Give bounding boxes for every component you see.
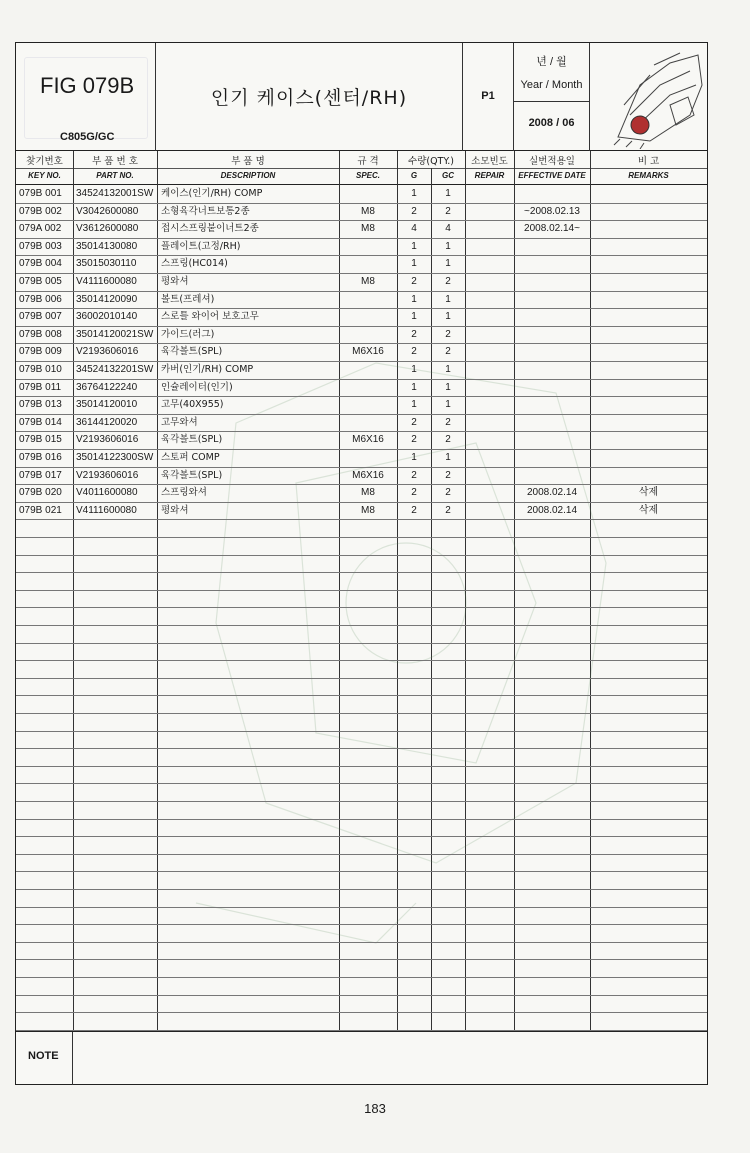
cell-key-number: 079B 002 <box>19 205 62 217</box>
col-spec-ko: 규 격 <box>357 156 379 167</box>
cell-effective-date <box>514 273 590 291</box>
col-repair-en: REPAIR <box>474 171 505 180</box>
cell-repair <box>465 431 514 449</box>
cell-spec <box>339 449 397 467</box>
cell-qty-g: 2 <box>411 434 417 446</box>
cell-qty-gc: 1 <box>445 364 451 375</box>
col-repair-ko: 소모빈도 <box>471 156 508 167</box>
cell-description: 접시스프링붙이너트2종 <box>161 223 259 235</box>
cell-description: 스프링와셔 <box>161 487 207 499</box>
table-row <box>16 291 707 309</box>
cell-effective-date <box>514 431 590 449</box>
cell-effective-date <box>514 467 590 485</box>
cell-description: 인슐레이터(인기) <box>161 381 233 393</box>
note-section <box>16 1031 707 1084</box>
cell-spec <box>339 414 397 432</box>
cell-remarks <box>590 255 707 273</box>
cell-remarks <box>590 185 707 203</box>
cell-spec: M6X16 <box>352 434 384 446</box>
cell-key-number: 079A 002 <box>19 223 62 235</box>
cell-key-number: 079B 016 <box>19 452 62 463</box>
cell-repair <box>465 396 514 414</box>
sheet-header <box>16 43 707 151</box>
cell-qty-g: 1 <box>411 258 417 270</box>
cell-part-number: 35014130080 <box>76 240 138 252</box>
col-eff-ko: 실번적용일 <box>529 156 575 167</box>
cell-description: 스로틀 와이어 보호고무 <box>161 311 259 323</box>
cell-description: 카버(인기/RH) COMP <box>161 364 254 375</box>
cell-description: 스토퍼 COMP <box>161 452 220 463</box>
cell-description: 육각볼트(SPL) <box>161 469 223 481</box>
cell-effective-date <box>514 379 590 397</box>
year-month-value: 2008 / 06 <box>528 117 575 129</box>
cell-part-number: V2193606016 <box>76 469 139 481</box>
cell-key-number: 079B 011 <box>19 381 62 393</box>
col-part-ko: 부 품 번 호 <box>92 156 138 167</box>
col-desc-en: DESCRIPTION <box>220 171 276 180</box>
cell-qty-gc: 2 <box>445 416 451 428</box>
cell-spec: M8 <box>361 223 375 235</box>
cell-qty-g: 1 <box>411 293 417 305</box>
col-remarks-en: REMARKS <box>628 171 669 180</box>
cell-effective-date: 2008.02.14 <box>526 504 578 516</box>
table-row <box>16 361 707 379</box>
cell-repair <box>465 255 514 273</box>
cell-remarks <box>590 396 707 414</box>
table-row <box>16 238 707 256</box>
cell-qty-gc: 1 <box>445 381 451 393</box>
cell-key-number: 079B 001 <box>19 188 62 199</box>
cell-remarks <box>590 467 707 485</box>
cell-qty-g: 1 <box>411 188 417 199</box>
cell-key-number: 079B 015 <box>19 434 62 446</box>
table-row <box>16 467 707 485</box>
cell-part-number: V4111600080 <box>76 504 137 516</box>
cell-repair <box>465 308 514 326</box>
cell-repair <box>465 220 514 238</box>
cell-part-number: 35014120010 <box>76 399 138 411</box>
cell-key-number: 079B 010 <box>19 364 62 375</box>
cell-spec <box>339 396 397 414</box>
col-qty-g: G <box>410 171 418 180</box>
cell-qty-g: 1 <box>411 364 417 375</box>
table-row <box>16 502 707 520</box>
cell-key-number: 079B 004 <box>19 258 62 270</box>
cell-part-number: 36144120020 <box>76 416 138 428</box>
cell-part-number: V4011600080 <box>76 487 138 499</box>
col-eff-en: EFFECTIVE DATE <box>518 171 586 180</box>
col-key-ko: 찾기번호 <box>26 156 63 167</box>
machine-thumbnail <box>610 45 706 149</box>
cell-spec: M8 <box>361 276 375 287</box>
cell-description: 평와셔 <box>161 276 189 287</box>
cell-qty-gc: 1 <box>445 399 451 411</box>
col-desc-ko: 부 품 명 <box>231 156 265 167</box>
cell-part-number: 35015030110 <box>76 258 137 270</box>
cell-part-number: 36002010140 <box>76 311 138 323</box>
cell-qty-g: 2 <box>411 328 417 340</box>
cell-remarks: 삭제 <box>638 487 659 499</box>
cell-repair <box>465 238 514 256</box>
cell-remarks <box>590 343 707 361</box>
cell-remarks <box>590 361 707 379</box>
cell-key-number: 079B 005 <box>19 276 62 287</box>
cell-qty-gc: 2 <box>445 487 451 499</box>
cell-repair <box>465 379 514 397</box>
cell-key-number: 079B 014 <box>19 416 62 428</box>
cell-effective-date <box>514 449 590 467</box>
cell-qty-gc: 1 <box>445 188 451 199</box>
cell-qty-g: 2 <box>411 487 417 499</box>
cell-spec <box>339 308 397 326</box>
cell-description: 평와셔 <box>161 504 189 516</box>
table-row <box>16 343 707 361</box>
cell-part-number: V3042600080 <box>76 205 139 217</box>
note-label: NOTE <box>28 1050 59 1062</box>
cell-remarks <box>590 238 707 256</box>
cell-spec <box>339 238 397 256</box>
cell-description: 스프링(HC014) <box>161 258 228 270</box>
cell-effective-date <box>514 414 590 432</box>
cell-remarks <box>590 449 707 467</box>
cell-qty-gc: 2 <box>445 276 451 287</box>
parts-list-sheet <box>15 42 708 1085</box>
cell-qty-g: 2 <box>411 205 417 217</box>
cell-repair <box>465 185 514 203</box>
cell-qty-gc: 4 <box>445 223 451 235</box>
cell-qty-gc: 1 <box>445 240 451 252</box>
cell-description: 소형육각너트보통2종 <box>161 205 250 217</box>
table-row <box>16 484 707 502</box>
cell-remarks <box>590 379 707 397</box>
cell-remarks <box>590 414 707 432</box>
fig-code: FIG 079B <box>40 73 135 98</box>
cell-part-number: V2193606016 <box>76 346 139 358</box>
cell-effective-date <box>514 238 590 256</box>
table-row <box>16 220 707 238</box>
table-row <box>16 414 707 432</box>
cell-part-number: V3612600080 <box>76 223 139 235</box>
cell-part-number: 35014122300SW <box>76 452 154 463</box>
cell-key-number: 079B 013 <box>19 399 62 411</box>
cell-effective-date: ~2008.02.13 <box>524 205 580 217</box>
cell-spec <box>339 185 397 203</box>
cell-qty-g: 2 <box>411 416 417 428</box>
year-month-label-ko: 년 / 월 <box>536 56 567 68</box>
cell-qty-g: 4 <box>411 223 417 235</box>
page-code: P1 <box>481 90 495 102</box>
part-title: 인기 케이스(센터/RH) <box>210 87 408 109</box>
cell-qty-g: 1 <box>411 452 417 463</box>
page-code-cell <box>463 43 514 151</box>
cell-spec <box>339 326 397 344</box>
cell-remarks: 삭제 <box>638 504 659 516</box>
cell-repair <box>465 467 514 485</box>
cell-remarks <box>590 431 707 449</box>
cell-spec: M6X16 <box>352 469 384 481</box>
cell-qty-gc: 1 <box>445 311 451 323</box>
cell-description: 플레이트(고정/RH) <box>161 240 241 252</box>
cell-qty-gc: 2 <box>445 205 451 217</box>
cell-effective-date <box>514 308 590 326</box>
cell-effective-date: 2008.02.14~ <box>524 223 580 235</box>
cell-qty-gc: 2 <box>445 469 451 481</box>
table-row <box>16 308 707 326</box>
cell-description: 육각볼트(SPL) <box>161 434 223 446</box>
cell-part-number: 36764122240 <box>76 381 138 393</box>
cell-spec <box>339 255 397 273</box>
page-number: 183 <box>364 1101 386 1116</box>
cell-part-number: V2193606016 <box>76 434 139 446</box>
cell-repair <box>465 484 514 502</box>
cell-description: 가이드(러그) <box>161 328 215 340</box>
cell-description: 볼트(프레셔) <box>161 293 215 305</box>
cell-remarks <box>590 203 707 221</box>
cell-part-number: 35014120021SW <box>76 328 154 340</box>
col-part-en: PART NO. <box>96 171 134 180</box>
cell-spec: M8 <box>361 487 375 499</box>
cell-remarks <box>590 273 707 291</box>
table-row <box>16 396 707 414</box>
cell-qty-gc: 2 <box>445 434 451 446</box>
cell-remarks <box>590 326 707 344</box>
cell-part-number: 34524132201SW <box>76 364 154 375</box>
col-key-en: KEY NO. <box>28 171 61 180</box>
cell-repair <box>465 449 514 467</box>
year-month-cell <box>514 43 590 151</box>
col-spec-en: SPEC. <box>355 171 380 180</box>
cell-spec <box>339 379 397 397</box>
table-row <box>16 326 707 344</box>
col-remarks-ko: 비 고 <box>637 156 660 167</box>
cell-qty-g: 2 <box>411 504 417 516</box>
parts-table-body <box>16 185 707 1031</box>
cell-qty-g: 1 <box>411 240 417 252</box>
cell-description: 고무와셔 <box>161 416 198 428</box>
cell-description: 고무(40X955) <box>161 399 224 411</box>
cell-remarks <box>590 220 707 238</box>
cell-repair <box>465 502 514 520</box>
table-row <box>16 431 707 449</box>
cell-spec <box>339 291 397 309</box>
cell-effective-date <box>514 291 590 309</box>
cell-remarks <box>590 308 707 326</box>
cell-part-number: 35014120090 <box>76 293 138 305</box>
cell-qty-g: 1 <box>411 311 417 323</box>
cell-spec: M8 <box>361 504 375 516</box>
fig-cell <box>16 43 156 151</box>
cell-qty-g: 1 <box>411 381 417 393</box>
year-month-label-en: Year / Month <box>520 79 583 91</box>
cell-qty-gc: 2 <box>445 504 451 516</box>
cell-part-number: 34524132001SW <box>76 188 154 199</box>
table-row <box>16 185 707 203</box>
col-qty-gc: GC <box>442 171 454 180</box>
cell-key-number: 079B 006 <box>19 293 62 305</box>
cell-key-number: 079B 009 <box>19 346 62 358</box>
cell-effective-date: 2008.02.14 <box>526 487 578 499</box>
cell-description: 육각볼트(SPL) <box>161 346 223 358</box>
cell-repair <box>465 343 514 361</box>
model-code: C805G/GC <box>60 131 115 143</box>
cell-qty-gc: 1 <box>445 258 451 270</box>
cell-effective-date <box>514 326 590 344</box>
cell-key-number: 079B 021 <box>19 504 62 516</box>
table-row <box>16 203 707 221</box>
cell-key-number: 079B 017 <box>19 469 62 481</box>
table-row <box>16 379 707 397</box>
cell-repair <box>465 361 514 379</box>
cell-qty-gc: 2 <box>445 346 451 358</box>
cell-qty-gc: 2 <box>445 328 451 340</box>
col-qty-ko: 수량(QTY.) <box>408 156 454 167</box>
table-row <box>16 273 707 291</box>
cell-qty-g: 2 <box>411 276 417 287</box>
cell-key-number: 079B 008 <box>19 328 62 340</box>
cell-qty-g: 2 <box>411 346 417 358</box>
cell-key-number: 079B 020 <box>19 487 62 499</box>
cell-remarks <box>590 291 707 309</box>
cell-effective-date <box>514 255 590 273</box>
cell-effective-date <box>514 361 590 379</box>
cell-spec: M8 <box>361 205 375 217</box>
table-row <box>16 255 707 273</box>
cell-spec <box>339 361 397 379</box>
cell-key-number: 079B 003 <box>19 240 62 252</box>
cell-repair <box>465 414 514 432</box>
cell-effective-date <box>514 396 590 414</box>
column-header-row <box>16 151 707 185</box>
cell-repair <box>465 326 514 344</box>
cell-repair <box>465 291 514 309</box>
cell-qty-gc: 1 <box>445 452 451 463</box>
cell-qty-g: 1 <box>411 399 417 411</box>
title-cell <box>156 43 463 151</box>
table-row <box>16 449 707 467</box>
cell-repair <box>465 203 514 221</box>
cell-description: 케이스(인기/RH) COMP <box>161 188 263 199</box>
cell-key-number: 079B 007 <box>19 311 62 323</box>
cell-effective-date <box>514 343 590 361</box>
cell-qty-g: 2 <box>411 469 417 481</box>
cell-spec: M6X16 <box>352 346 384 358</box>
cell-effective-date <box>514 185 590 203</box>
cell-qty-gc: 1 <box>445 293 451 305</box>
cell-repair <box>465 273 514 291</box>
cell-part-number: V4111600080 <box>76 276 137 287</box>
